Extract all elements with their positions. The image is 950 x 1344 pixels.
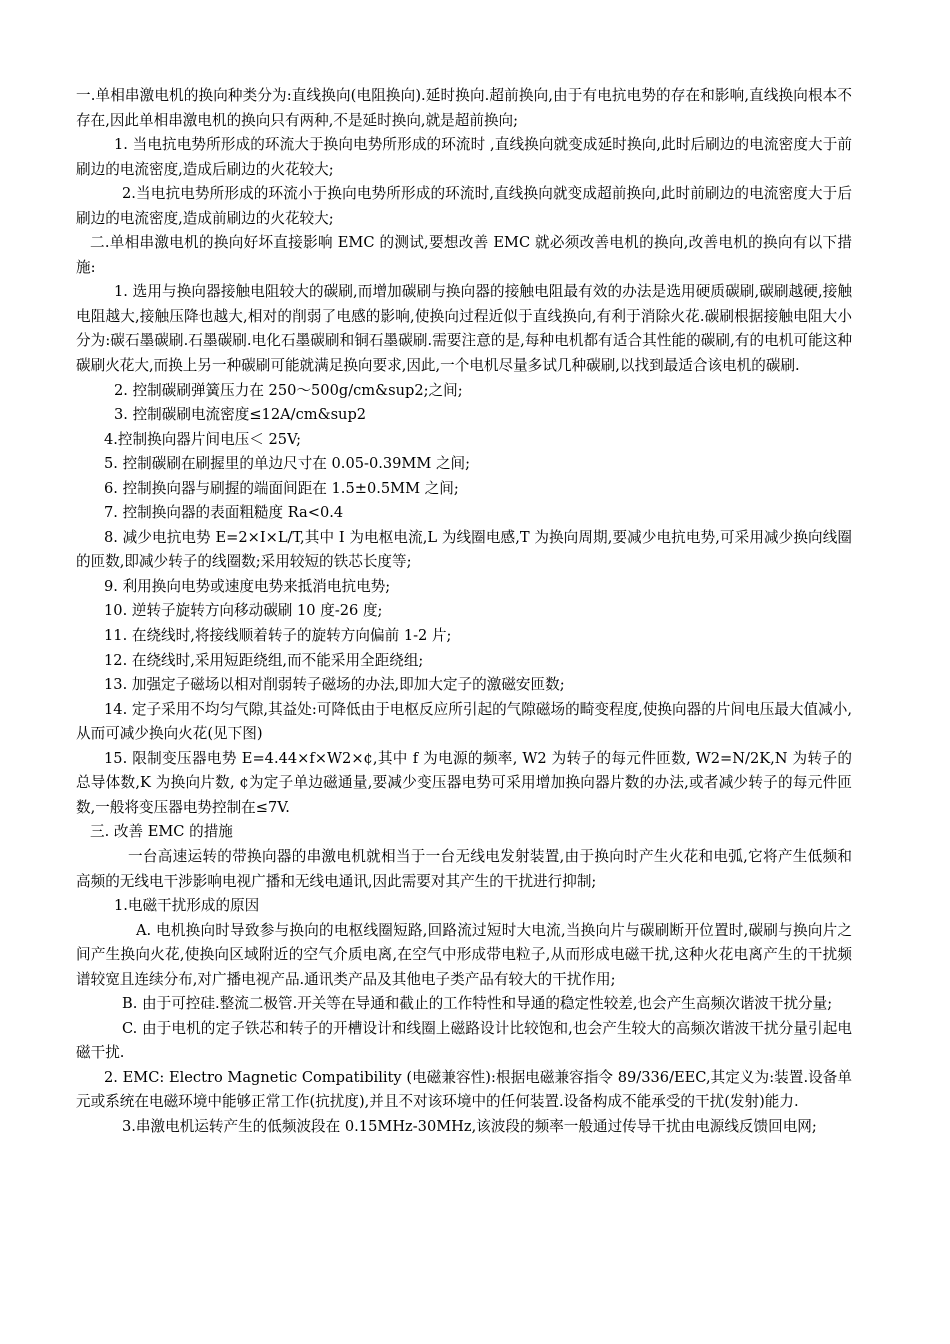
measure-4: 4.控制换向器片间电压＜ 25V; <box>104 430 302 448</box>
emc-definition: 2. EMC: Electro Magnetic Compatibility (电磁兼容性):根据电磁兼容指令 89/336/EEC,其定义为:装置.设备单元或系统在电磁环境中能够正常工作(抗扰度),并且不对该环境中的任何装置.设备构成不能承受的干扰(发射)能力. <box>76 1068 852 1111</box>
section-2-intro: 二.单相串激电机的换向好坏直接影响 EMC 的测试,要想改善 EMC 就必须改善电机的换向,改善电机的换向有以下措施: <box>76 234 852 276</box>
measure-7: 7. 控制换向器的表面粗糙度 Ra<0.4 <box>104 504 344 522</box>
section-1-intro: 一.单相串激电机的换向种类分为:直线换向(电阻换向).延时换向.超前换向,由于有电抗电势的存在和影响,直线换向根本不存在,因此单相串激电机的换向只有两种,不是延时换向,就是超前换向; <box>76 87 852 129</box>
measure-8: 8. 减少电抗电势 E=2×I×L/T,其中 I 为电枢电流,L 为线圈电感,T 为换向周期,要减少电抗电势,可采用减少换向线圈的匝数,即减少转子的线圈数;采用较短的铁芯长度等; <box>76 528 852 571</box>
measure-9: 9. 利用换向电势或速度电势来抵消电抗电势; <box>104 577 391 595</box>
section-3-intro: 一台高速运转的带换向器的串激电机就相当于一台无线电发射装置,由于换向时产生火花和电弧,它将产生低频和高频的无线电干涉影响电视广播和无线电通讯,因此需要对其产生的干扰进行抑制; <box>76 847 852 890</box>
emi-cause-c: C. 由于电机的定子铁芯和转子的开槽设计和线圈上磁路设计比较饱和,也会产生较大的高频次谐波干扰分量引起电磁干扰. <box>76 1019 852 1062</box>
measure-15: 15. 限制变压器电势 E=4.44×f×W2×¢,其中 f 为电源的频率, W2 为转子的每元件匝数, W2=N/2K,N 为转子的总导体数,K 为换向片数, ¢为定子单边磁通量,要减少变压器电势可采用增加换向器片数的办法,或者减少转子的每元件匝数,一般将变压器电势控制在≤7V. <box>76 749 852 816</box>
emi-cause-a: A. 电机换向时导致参与换向的电枢线圈短路,回路流过短时大电流,当换向片与碳刷断开位置时,碳刷与换向片之间产生换向火花,使换向区域附近的空气介质电离,在空气中形成带电粒子,从而形成电磁干扰,这种火花电离产生的干扰频谱较宽且连续分布,对广播电视产品.通讯类产品及其他电子类产品有较大的干扰作用; <box>76 921 852 988</box>
measure-14: 14. 定子采用不均匀气隙,其益处:可降低由于电枢反应所引起的气隙磁场的畸变程度,使换向器的片间电压最大值减小,从而可减少换向火花(见下图) <box>76 700 852 743</box>
measure-6: 6. 控制换向器与刷握的端面间距在 1.5±0.5MM 之间; <box>104 479 459 497</box>
document-body <box>76 84 852 1140</box>
measure-11: 11. 在绕线时,将接线顺着转子的旋转方向偏前 1-2 片; <box>104 627 452 645</box>
measure-13: 13. 加强定子磁场以相对削弱转子磁场的办法,即加大定子的激磁安匝数; <box>104 676 565 694</box>
measure-3: 3. 控制碳刷电流密度≤12A/cm&sup2 <box>114 406 367 424</box>
measure-5: 5. 控制碳刷在刷握里的单边尺寸在 0.05-0.39MM 之间; <box>104 455 471 473</box>
measure-1: 1. 选用与换向器接触电阻较大的碳刷,而增加碳刷与换向器的接触电阻最有效的办法是选用硬质碳刷,碳刷越硬,接触电阻越大,接触压降也越大,相对的削弱了电感的影响,使换向过程近似于直线换向,有利于消除火花.碳刷根据接触电阻大小分为:碳石墨碳刷.石墨碳刷.电化石墨碳刷和铜石墨碳刷.需要注意的是,每种电机都有适合其性能的碳刷,有的电机可能这种碳刷火花大,而换上另一种碳刷可能就满足换向要求,因此,一个电机尽量多试几种碳刷,以找到最适合该电机的碳刷. <box>76 283 852 375</box>
emi-cause-b: B. 由于可控硅.整流二极管.开关等在导通和截止的工作特性和导通的稳定性较差,也会产生高频次谐波干扰分量; <box>122 995 833 1013</box>
measure-10: 10. 逆转子旋转方向移动碳刷 10 度-26 度; <box>104 602 383 620</box>
emi-causes-heading: 1.电磁干扰形成的原因 <box>114 897 260 915</box>
section-1-item-1: 1. 当电抗电势所形成的环流大于换向电势所形成的环流时 ,直线换向就变成延时换向,此时后刷边的电流密度大于前刷边的电流密度,造成后刷边的火花较大; <box>76 136 852 178</box>
low-frequency-band: 3.串激电机运转产生的低频波段在 0.15MHz-30MHz,该波段的频率一般通过传导干扰由电源线反馈回电网; <box>122 1117 817 1135</box>
measure-12: 12. 在绕线时,采用短距绕组,而不能采用全距绕组; <box>104 651 424 669</box>
section-1-item-2: 2.当电抗电势所形成的环流小于换向电势所形成的环流时,直线换向就变成超前换向,此时前刷边的电流密度大于后刷边的电流密度,造成前刷边的火花较大; <box>76 185 852 227</box>
measure-2: 2. 控制碳刷弹簧压力在 250～500g/cm&sup2;之间; <box>114 381 463 399</box>
section-3-heading: 三. 改善 EMC 的措施 <box>90 823 233 841</box>
